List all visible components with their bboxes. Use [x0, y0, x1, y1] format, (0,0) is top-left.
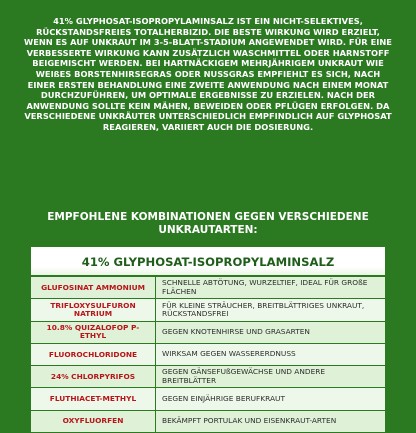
herbicide-name: FLUTHIACET-METHYL [31, 388, 156, 409]
herbicide-description: BEKÄMPFT PORTULAK UND EISENKRAUT-ARTEN [162, 416, 337, 426]
herbicide-description: GEGEN EINJÄHRIGE BERUFKRAUT [162, 393, 285, 403]
table-row [31, 321, 385, 343]
table-row [31, 276, 385, 298]
table-row [31, 298, 385, 320]
combination-table [30, 246, 386, 433]
herbicide-description: FÜR KLEINE STRÄUCHER, BREITBLÄTTRIGES UNKRAUT, RÜCKSTANDSFREI [162, 300, 365, 318]
herbicide-name: 10.8% QUIZALOFOP P-ETHYL [31, 322, 156, 343]
herbicide-description: GEGEN KNOTENHIRSE UND GRASARTEN [162, 327, 310, 337]
table-row [31, 410, 385, 432]
herbicide-description: WIRKSAM GEGEN WASSERERDNUSS [162, 349, 296, 359]
table-row [31, 343, 385, 365]
table-rows [30, 276, 386, 433]
herbicide-description: SCHNELLE ABTÖTUNG, WURZELTIEF, IDEAL FÜR GROßE FLÄCHEN [162, 278, 368, 296]
herbicide-name: OXYFLUORFEN [31, 411, 156, 432]
herbicide-name: FLUOROCHLORIDONE [31, 344, 156, 365]
herbicide-name: GLUFOSINAT AMMONIUM [31, 277, 156, 298]
herbicide-name: 24% CHLORPYRIFOS [31, 366, 156, 387]
recommendation-headline: EMPFOHLENE KOMBINATIONEN GEGEN VERSCHIEDENE UNKRAUTARTEN: [47, 211, 369, 236]
table-row [31, 387, 385, 409]
table-title: 41% GLYPHOSAT-ISOPROPYLAMINSALZ [30, 246, 386, 276]
table-row [31, 365, 385, 387]
intro-paragraph: 41% GLYPHOSAT-ISOPROPYLAMINSALZ IST EIN NICHT-SELEKTIVES, RÜCKSTANDSFREIES TOTALHERBIZID. DIE BESTE WIRKUNG WIRD ERZIELT, WENN ES AUF UNKRAUT IM 3-5-BLATT-STADIUM ANGEWENDET WIRD. FÜR EINE VERBESSERTE WIRKUNG KANN ZUSÄTZLICH WASCHMITTEL ODER HARNSTOFF BEIGEMISCHT WERDEN. BEI HARTNÄCKIGEM MEHRJÄHRIGEM UNKRAUT WIE WEIßES BORSTENHIRSEGRAS ODER NUSSGRAS EMPFIEHLT ES SICH, NACH EINER ERSTEN BEHANDLUNG EINE ZWEITE ANWENDUNG NACH EINEM MONAT DURCHZUFÜHREN, UM OPTIMALE ERGEBNISSE ZU ERZIELEN. NACH DER ANWENDUNG SOLLTE KEIN MÄHEN, BEWEIDEN ODER PFLÜGEN ERFOLGEN. DA VERSCHIEDENE UNKRÄUTER UNTERSCHIEDLICH EMPFINDLICH AUF GLYPHOSAT REAGIEREN, VARIIERT AUCH DIE DOSIERUNG. [24, 16, 392, 132]
herbicide-description: GEGEN GÄNSEFUßGEWÄCHSE UND ANDERE BREITBLÄTTER [162, 367, 326, 385]
herbicide-name: TRIFLOXYSULFURON NATRIUM [31, 299, 156, 320]
